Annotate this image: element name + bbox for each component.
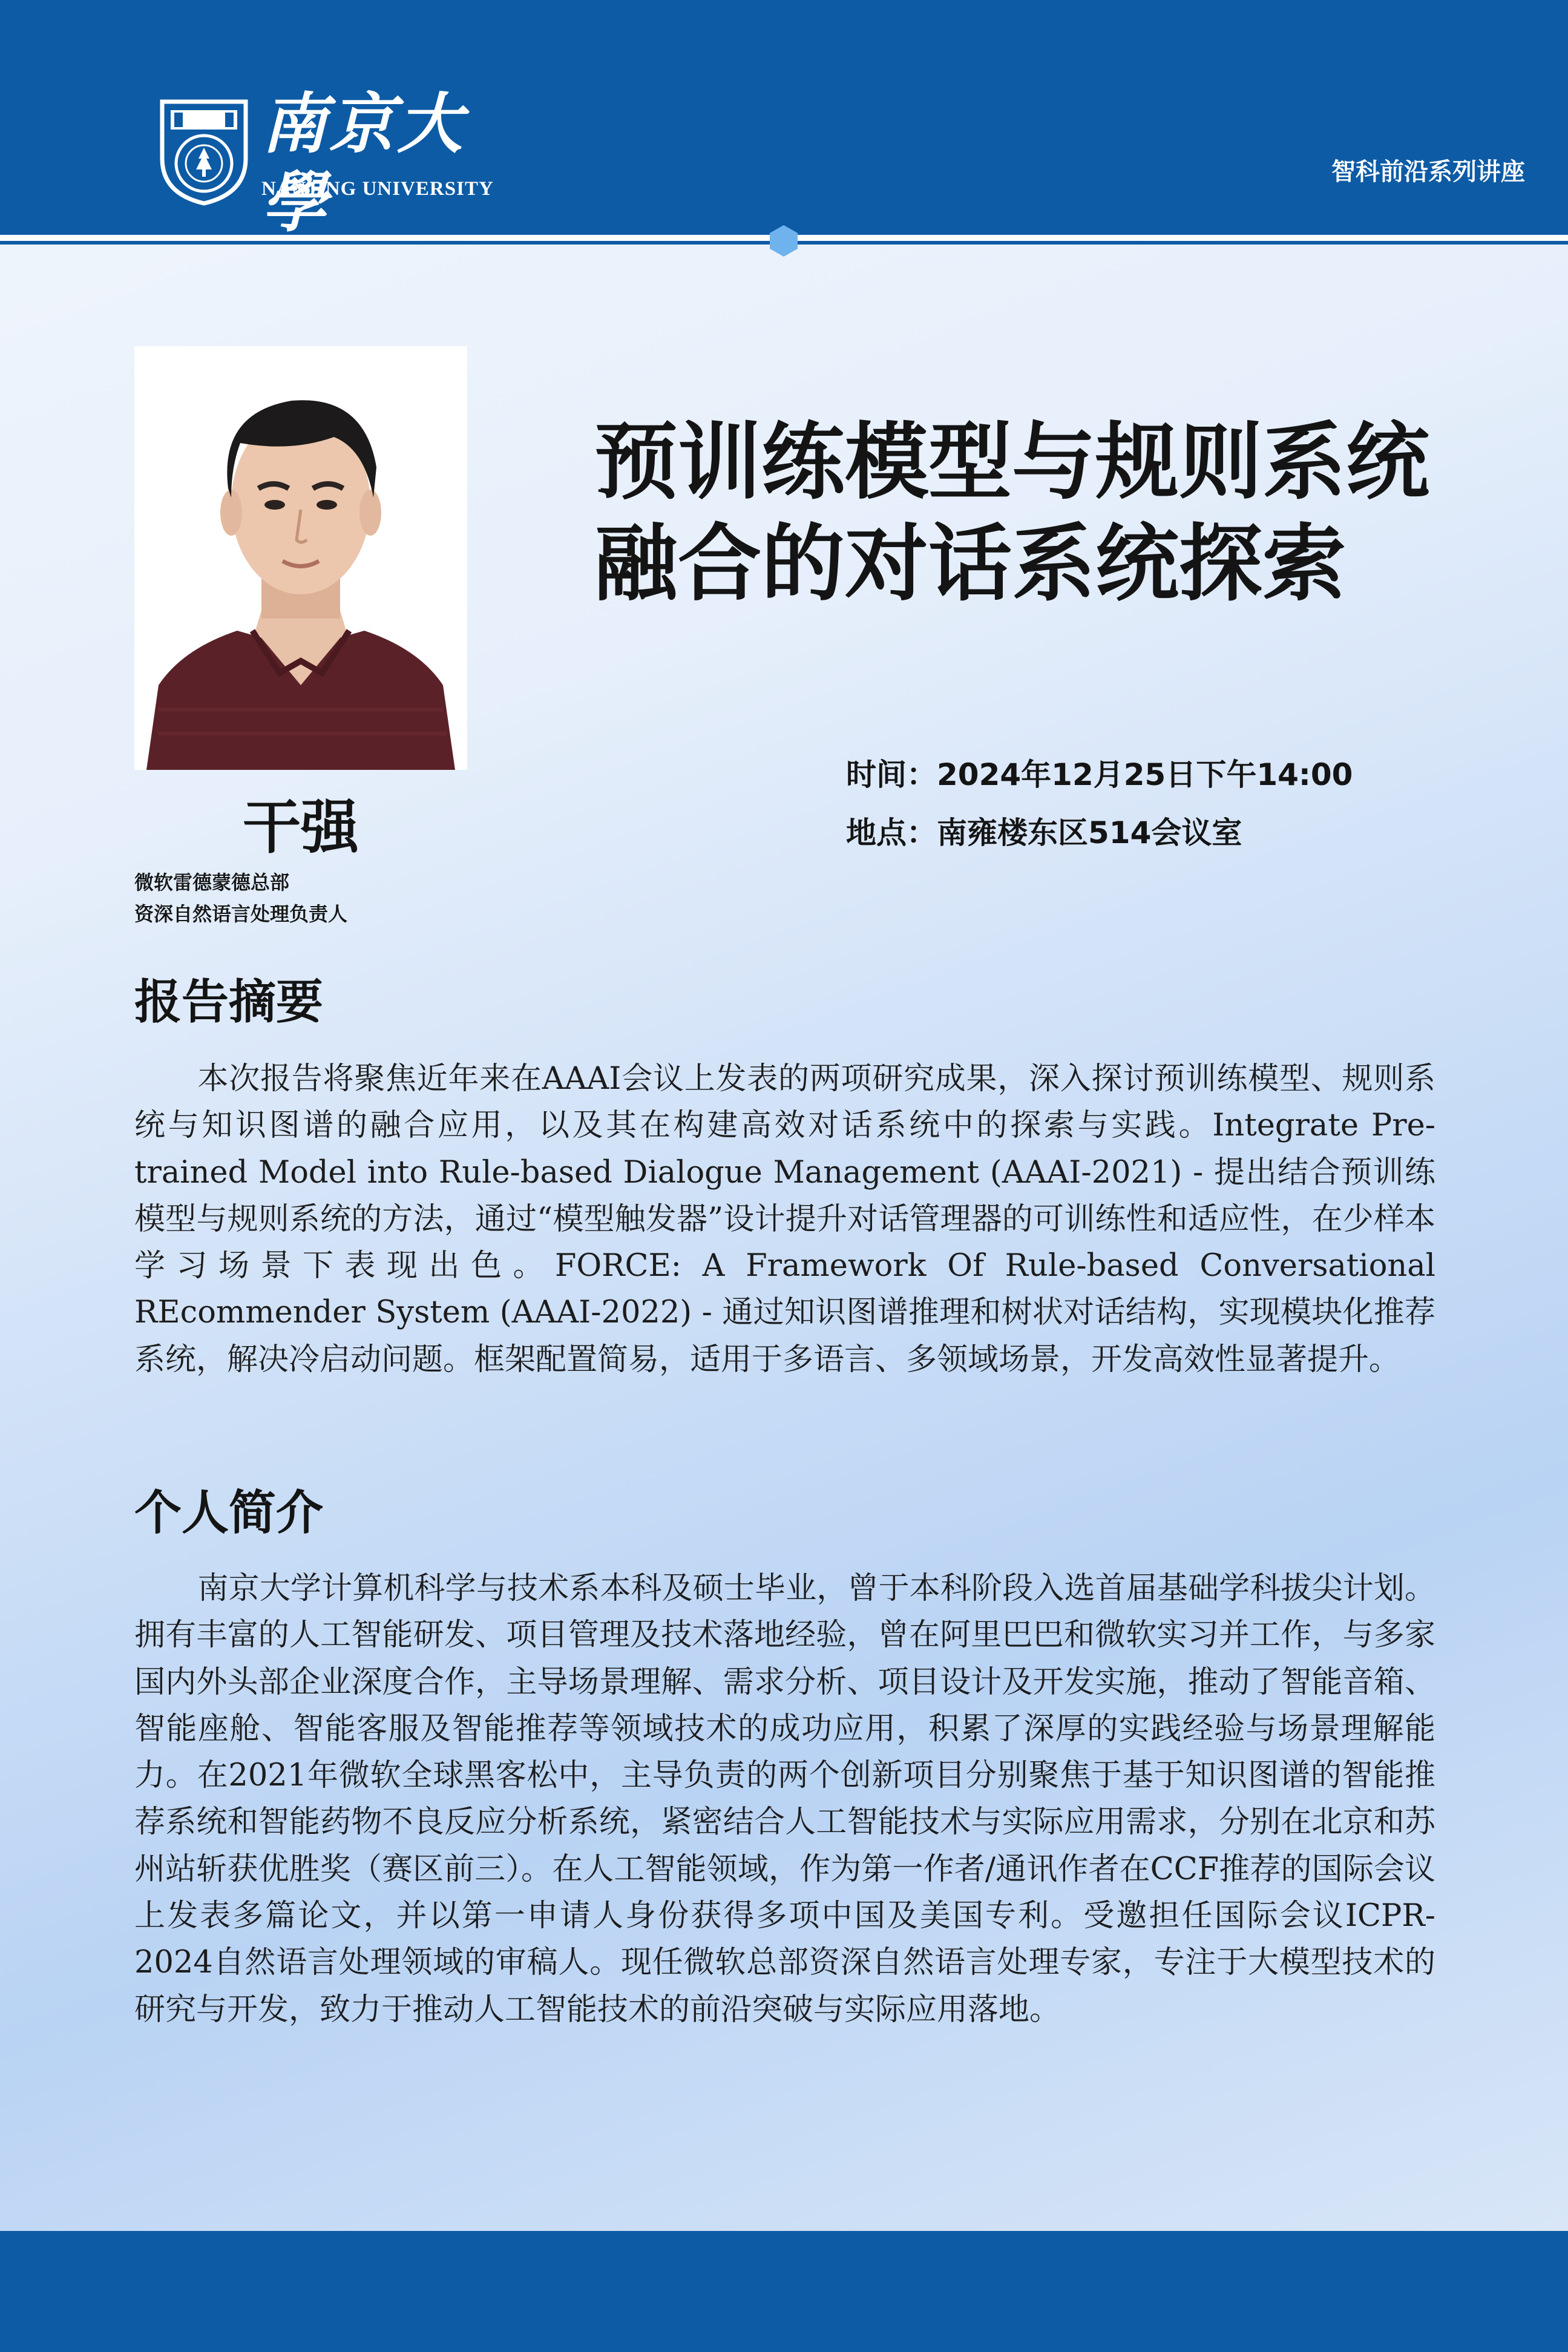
- talk-info: [846, 746, 1512, 862]
- university-name-en: NANJING UNIVERSITY: [261, 178, 494, 200]
- speaker-affiliation: [134, 867, 510, 930]
- speaker-name: 干强: [243, 793, 359, 861]
- bio-heading: 个人简介: [134, 1486, 324, 1540]
- speaker-portrait-illustration: [134, 346, 467, 770]
- talk-title-line-1: 预训练模型与规则系统: [594, 413, 1430, 511]
- talk-title: [594, 412, 1526, 615]
- talk-time: 时间：2024年12月25日下午14:00: [846, 757, 1353, 792]
- lecture-series-label: 智科前沿系列讲座: [1331, 158, 1525, 186]
- footer-bar: [0, 2231, 1568, 2352]
- university-name-cn: 南京大學: [261, 86, 465, 241]
- speaker-affiliation-line-1: 微软雷德蒙德总部: [134, 871, 290, 894]
- abstract-text: 本次报告将聚焦近年来在AAAI会议上发表的两项研究成果，深入探讨预训练模型、规则系统与知识图谱的融合应用，以及其在构建高效对话系统中的探索与实践。Integrate Pre-trained Model into Rule-based Dialogue Management (AAAI-2021) - 提出结合预训练模型与规则系统的方法，通过“模型触发器”设计提升对话管理器的可训练性和适应性，在少样本学习场景下表现出色。FORCE: A Framework Of Rule-based Conversational REcommender System (AAAI-2022) - 通过知识图谱推理和树状对话结构，实现模块化推荐系统，解决冷启动问题。框架配置简易，适用于多语言、多领域场景，开发高效性显著提升。: [134, 1061, 1435, 1378]
- bio-text: 南京大学计算机科学与技术系本科及硕士毕业，曾于本科阶段入选首届基础学科拔尖计划。拥有丰富的人工智能研发、项目管理及技术落地经验，曾在阿里巴巴和微软实习并工作，与多家国内外头部企业深度合作，主导场景理解、需求分析、项目设计及开发实施，推动了智能音箱、智能座舱、智能客服及智能推荐等领域技术的成功应用，积累了深厚的实践经验与场景理解能力。在2021年微软全球黑客松中，主导负责的两个创新项目分别聚焦于基于知识图谱的智能推荐系统和智能药物不良反应分析系统，紧密结合人工智能技术与实际应用需求，分别在北京和苏州站斩获优胜奖（赛区前三）。在人工智能领域，作为第一作者/通讯作者在CCF推荐的国际会议上发表多篇论文，并以第一申请人身份获得多项中国及美国专利。受邀担任国际会议ICPR-2024自然语言处理领域的审稿人。现任微软总部资深自然语言处理专家，专注于大模型技术的研究与开发，致力于推动人工智能技术的前沿突破与实际应用落地。: [134, 1571, 1435, 2028]
- speaker-affiliation-line-2: 资深自然语言处理负责人: [134, 902, 348, 925]
- talk-title-line-2: 融合的对话系统探索: [594, 515, 1347, 613]
- abstract-heading: 报告摘要: [134, 975, 324, 1030]
- speaker-photo: [134, 346, 467, 770]
- talk-place: 地点：南雍楼东区514会议室: [846, 815, 1242, 850]
- university-emblem-icon: [159, 98, 249, 206]
